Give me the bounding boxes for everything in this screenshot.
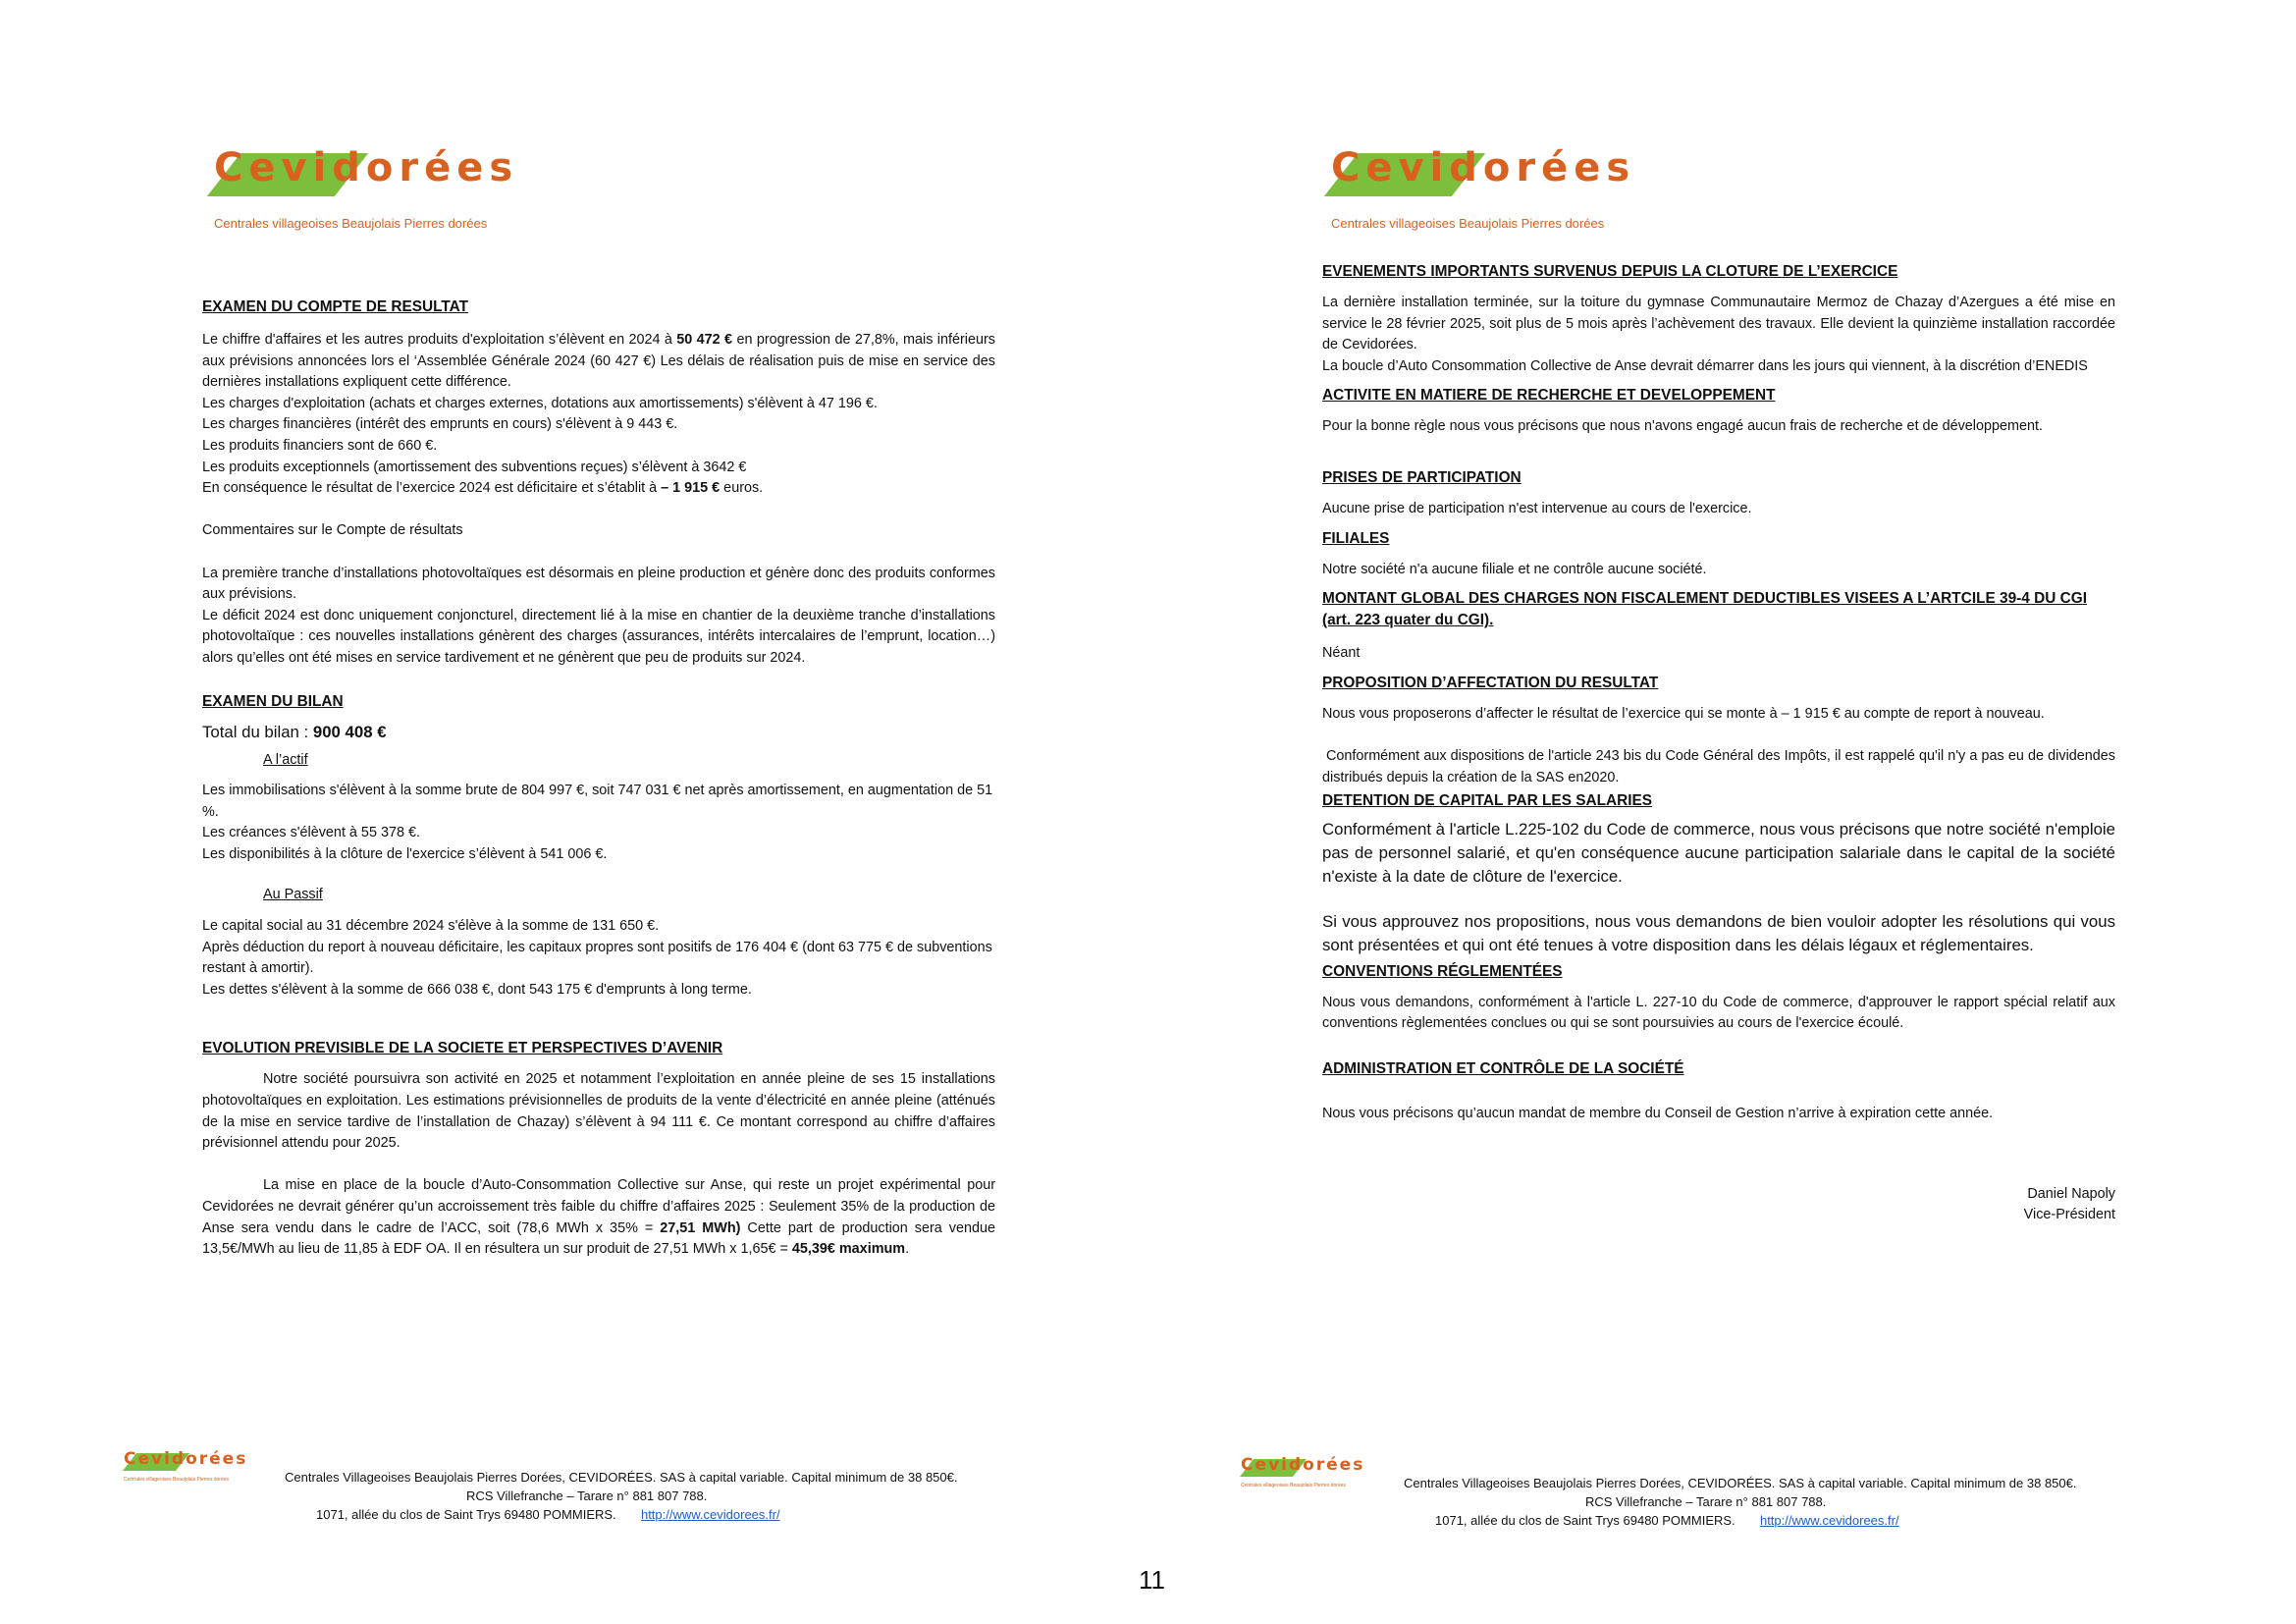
heading-charges-non-deductibles: MONTANT GLOBAL DES CHARGES NON FISCALEMENT DEDUCTIBLES VISEES A L’ARTCILE 39-4 DU CGI (art. 223 quater du CGI). bbox=[1322, 590, 2087, 629]
conventions-paragraph: Nous vous demandons, conformément à l'article L. 227-10 du Code de commerce, d'approuver le rapport spécial relatif aux conventions règlementées conclues ou qui se sont poursuivies au cours de l'exercice écoulé. bbox=[1322, 994, 2115, 1032]
footer-line2: RCS Villefranche – Tarare n° 881 807 788. bbox=[466, 1489, 708, 1503]
heading-bilan: EXAMEN DU BILAN bbox=[202, 692, 344, 710]
footer-website-link-right[interactable]: http://www.cevidorees.fr/ bbox=[1759, 1513, 1899, 1528]
heading-compte-resultat: EXAMEN DU COMPTE DE RESULTAT bbox=[202, 298, 469, 315]
propositions-paragraph: Si vous approuvez nos propositions, nous vous demandons de bien vouloir adopter les résolutions qui vous sont présentées et qui ont été tenues à votre disposition dans les délais légaux et réglementaires. bbox=[1322, 911, 2115, 954]
cevidorees-logo bbox=[206, 145, 519, 240]
recherche-paragraph: Pour la bonne règle nous vous précisons que nous n'avons engagé aucun frais de recherche et de développement. bbox=[1322, 418, 2043, 435]
produits-financiers: Les produits financiers sont de 660 €. bbox=[202, 437, 438, 454]
signature-name: Daniel Napoly bbox=[2027, 1185, 2115, 1202]
logo-wordmark: Cevidorées bbox=[214, 145, 519, 190]
passif-dettes: Les dettes s'élèvent à la somme de 666 038 €, dont 543 175 € d'emprunts à long terme. bbox=[202, 981, 752, 998]
left-column bbox=[202, 297, 995, 1261]
footer-logo-right: Cevidorées Centrales villageoises Beaujolais Pierres dorées bbox=[1241, 1455, 1365, 1489]
affectation-p1: Nous vous proposerons d’affecter le résultat de l’exercice qui se monte à – 1 915 € au compte de report à nouveau. bbox=[1322, 705, 2045, 722]
footer-line1: Centrales Villageoises Beaujolais Pierres Dorées, CEVIDORÉES. SAS à capital variable. Capital minimum de 38 850€. bbox=[285, 1470, 958, 1485]
filiales-paragraph: Notre société n'a aucune filiale et ne contrôle aucune société. bbox=[1322, 561, 1707, 577]
resultat-exercice: En conséquence le résultat de l’exercice 2024 est déficitaire et s’établit à – 1 915 € euros. bbox=[202, 480, 764, 497]
heading-detention: DETENTION DE CAPITAL PAR LES SALARIES bbox=[1322, 792, 1653, 810]
heading-evenements: EVENEMENTS IMPORTANTS SURVENUS DEPUIS LA CLOTURE DE L’EXERCICE bbox=[1322, 263, 1898, 280]
charges-exploitation: Les charges d'exploitation (achats et charges externes, dotations aux amortissements) s'élèvent à 47 196 €. bbox=[202, 395, 878, 411]
footer-logo: Cevidorées Centrales villageoises Beaujolais Pierres dorées bbox=[124, 1449, 248, 1483]
signature-role: Vice-Président bbox=[2023, 1207, 2115, 1223]
heading-conventions: CONVENTIONS RÉGLEMENTÉES bbox=[1322, 962, 1563, 980]
passif-capital: Le capital social au 31 décembre 2024 s'élève à la somme de 131 650 €. bbox=[202, 918, 660, 935]
heading-affectation: PROPOSITION D’AFFECTATION DU RESULTAT bbox=[1322, 674, 1659, 691]
cevidorees-logo-right: Cevidorées Centrales villageoises Beaujolais Pierres dorées bbox=[1323, 151, 1618, 240]
footer-right: Centrales Villageoises Beaujolais Pierres Dorées, CEVIDORÉES. SAS à capital variable. Capital minimum de 38 850€. RCS Villefranche – Tarare n° 881 807 788. 1071, allée du clos de Saint Trys 69480 POMMIERS. http://www.cevidorees.fr/ bbox=[1404, 1476, 2077, 1528]
evolution-p1: Notre société poursuivra son activité en 2025 et notamment l’exploitation en année pleine de ses 15 installations photovoltaïques en exploitation. Les estimations prévisionnelles de produits de la vente d’électricité en année pleine (atténués de la mise en service tardive de l’installation de Chazay) s’élèvent à 94 111 €. Ce montant correspond au chiffre d’affaires prévisionnel attendu pour 2025. bbox=[202, 1071, 995, 1152]
heading-administration: ADMINISTRATION ET CONTRÔLE DE LA SOCIÉTÉ bbox=[1322, 1059, 1684, 1077]
affectation-p2: Conformément aux dispositions de l'article 243 bis du Code Général des Impôts, il est rappelé qu'il n'y a pas eu de dividendes distribués depuis la création de la SAS en2020. bbox=[1322, 747, 2115, 785]
actif-creances: Les créances s'élèvent à 55 378 €. bbox=[202, 825, 420, 841]
evenements-p2: La boucle d’Auto Consommation Collective de Anse devrait démarrer dans les jours qui viennent, à la discrétion d’ENEDIS bbox=[1322, 357, 2088, 374]
produits-exceptionnels: Les produits exceptionnels (amortissement des subventions reçues) s’élèvent à 3642 € bbox=[202, 459, 747, 475]
actif-disponibilites: Les disponibilités à la clôture de l'exercice s’élèvent à 541 006 €. bbox=[202, 845, 608, 862]
participation-paragraph: Aucune prise de participation n'est intervenue au cours de l'exercice. bbox=[1322, 500, 1752, 516]
commentaires-title: Commentaires sur le Compte de résultats bbox=[202, 522, 463, 539]
passif-capitaux-propres: Après déduction du report à nouveau déficitaire, les capitaux propres sont positifs de 176 404 € (dont 63 775 € de subventions restant à amortir). bbox=[202, 939, 992, 977]
page-number: 11 bbox=[1139, 1565, 1165, 1595]
commentaire-p2: Le déficit 2024 est donc uniquement conjoncturel, directement lié à la mise en chantier de la deuxième tranche d’installations photovoltaïque : ces nouvelles installations génèrent des charges (assurances, intérêts intercalaires de l’emprunt, location…) alors qu’elles ont été mises en service tardivement et ne génèrent que peu de produits sur 2024. bbox=[202, 607, 995, 666]
evolution-p2: La mise en place de la boucle d’Auto-Consommation Collective sur Anse, qui reste un projet expérimental pour Cevidorées ne devrait générer qu’un accroissement très faible du chiffre d’affaires 2025 : Seulement 35% de la production de Anse sera vendu dans le cadre de l’ACC, soit (78,6 MWh x 35% = 27,51 MWh) Cette part de production sera vendue 13,5€/MWh au lieu de 11,85 à EDF OA. Il en résultera un sur produit de 27,51 MWh x 1,65€ = 45,39€ maximum. bbox=[202, 1177, 996, 1258]
footer-line3: 1071, allée du clos de Saint Trys 69480 POMMIERS. bbox=[316, 1507, 616, 1522]
actif-immobilisations: Les immobilisations s'élèvent à la somme brute de 804 997 €, soit 747 031 € net après amortissement, en augmentation de 51 %. bbox=[202, 783, 993, 820]
detention-paragraph: Conformément à l'article L.225-102 du Code de commerce, nous vous précisons que notre société n'emploie pas de personnel salarié, et qu'en conséquence aucune participation salariale dans le capital de la société n'existe à la date de clôture de l'exercice. bbox=[1322, 820, 2115, 887]
passif-title: Au Passif bbox=[263, 887, 323, 903]
charges-financieres: Les charges financières (intérêt des emprunts en cours) s'élèvent à 9 443 €. bbox=[202, 416, 678, 433]
evenements-p1: La dernière installation terminée, sur la toiture du gymnase Communautaire Mermoz de Chazay d’Azergues a été mise en service le 28 février 2025, soit plus de 5 mois après l’achèvement des travaux. Elle devient la quinzième installation raccordée de Cevidorées. bbox=[1322, 295, 2115, 353]
logo-tagline: Centrales villageoises Beaujolais Pierres dorées bbox=[214, 216, 488, 231]
heading-participation: PRISES DE PARTICIPATION bbox=[1322, 468, 1522, 486]
charges-paragraph: Néant bbox=[1322, 645, 1361, 662]
actif-title: A l’actif bbox=[263, 751, 308, 768]
right-column bbox=[1322, 261, 2115, 1226]
heading-recherche: ACTIVITE EN MATIERE DE RECHERCHE ET DEVELOPPEMENT bbox=[1322, 387, 1776, 405]
heading-evolution: EVOLUTION PREVISIBLE DE LA SOCIETE ET PERSPECTIVES D’AVENIR bbox=[202, 1040, 723, 1057]
footer bbox=[285, 1468, 957, 1524]
bilan-total: Total du bilan : 900 408 € bbox=[202, 722, 387, 741]
commentaire-p1: La première tranche d’installations photovoltaïques est désormais en pleine production et génère donc des produits conformes aux prévisions. bbox=[202, 565, 995, 603]
right-page bbox=[1148, 0, 2296, 1624]
footer-website-link[interactable]: http://www.cevidorees.fr/ bbox=[640, 1507, 780, 1522]
heading-filiales: FILIALES bbox=[1322, 529, 1390, 547]
resultat-paragraph: Le chiffre d'affaires et les autres produits d'exploitation s’élèvent en 2024 à 50 472 € en progression de 27,8%, mais inférieurs aux prévisions annoncées lors el ‘Assemblée Générale 2024 (60 427 €) Les délais de réalisation puis de mise en service des dernières installations expliquent cette différence. bbox=[202, 332, 995, 391]
administration-paragraph: Nous vous précisons qu’aucun mandat de membre du Conseil de Gestion n’arrive à expiration cette année. bbox=[1322, 1105, 1994, 1121]
